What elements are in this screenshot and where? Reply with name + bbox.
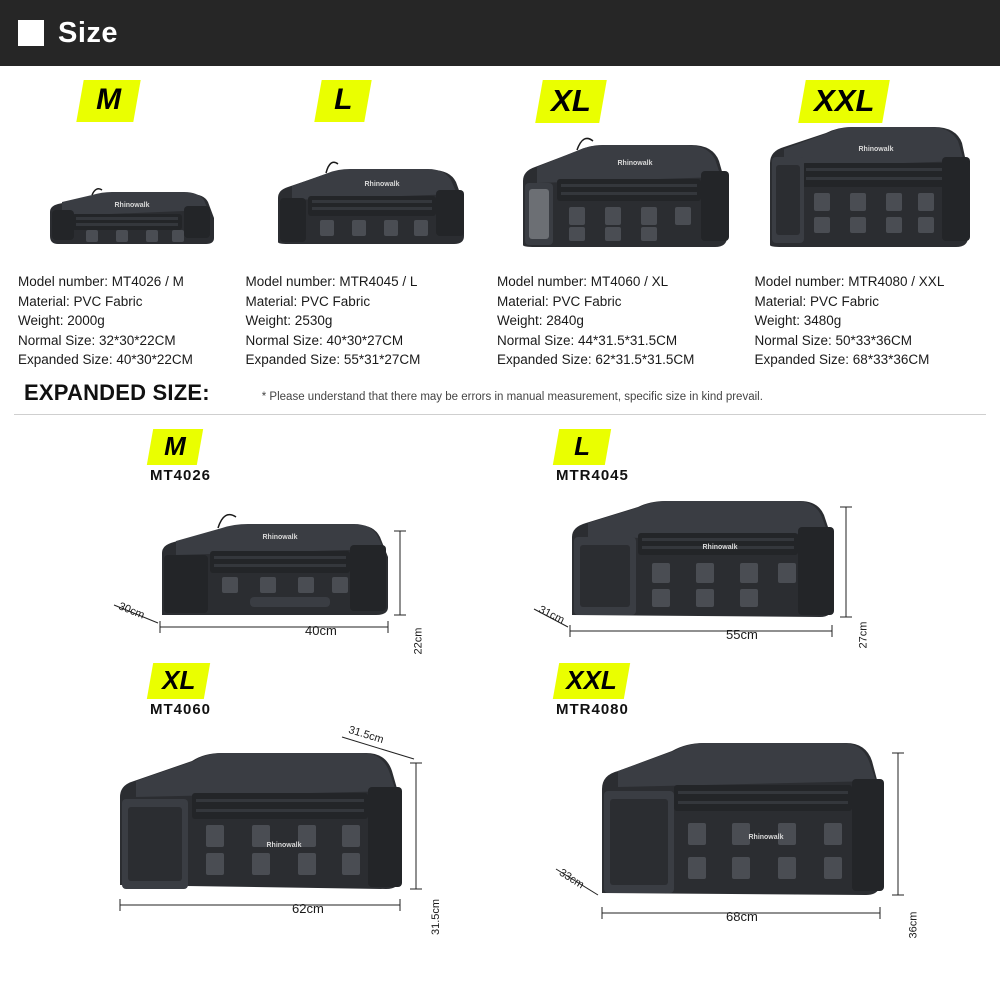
dim-height-xl: 31.5cm (430, 898, 443, 935)
expanded-bag-m (100, 495, 425, 655)
dim-height-l: 27cm (857, 621, 870, 648)
expanded-size-flag-xxl-label: XXL (566, 664, 617, 695)
page-title: Size (58, 16, 119, 49)
spec-weight-m: Weight: 2000g (18, 313, 105, 328)
svg-text:Rhinowalk: Rhinowalk (262, 533, 298, 541)
expanded-size-flag-l-label: L (574, 430, 591, 461)
spec-normal-size-xxl: Normal Size: 50*33*36CM (754, 332, 913, 348)
size-flag-xxl-wrap (754, 80, 982, 122)
size-flag-l (314, 80, 372, 122)
page-header (0, 0, 1000, 66)
size-flag-m-label: M (96, 83, 122, 116)
expanded-size-flag-xxl (553, 663, 630, 699)
dim-depth-m: 30cm (116, 599, 147, 622)
spec-model-xl: Model number: MT4060 / XL (497, 274, 669, 289)
svg-text:Rhinowalk: Rhinowalk (858, 146, 894, 153)
dim-depth-xl: 31.5cm (347, 723, 386, 746)
bag-illustration-xxl (756, 117, 981, 272)
spec-weight-xxl: Weight: 3480g (754, 313, 842, 328)
specs-l (246, 272, 497, 370)
white-square-icon (18, 20, 44, 46)
expanded-item-m-header (150, 429, 211, 484)
spec-weight-xl: Weight: 2840g (497, 313, 584, 328)
dim-height-m: 22cm (412, 627, 425, 654)
expanded-item-xxl-header (556, 663, 629, 718)
size-flag-l-wrap (246, 80, 497, 122)
bag-image-l (246, 122, 497, 272)
product-card-xl (497, 80, 754, 370)
size-flag-xl-label: XL (551, 83, 591, 118)
measurement-note: * Please understand that there may be errors in manual measurement, specific size in kind prevail. (261, 390, 763, 403)
bag-image-xxl (754, 122, 982, 272)
bag-illustration-expanded-xl (80, 727, 460, 937)
expanded-code-xxl: MTR4080 (556, 700, 629, 718)
product-card-m (18, 80, 246, 370)
expanded-size-flag-xl-label: XL (162, 664, 196, 695)
spec-normal-size-m: Normal Size: 32*30*22CM (18, 332, 176, 348)
bag-image-m (18, 122, 246, 272)
spec-expanded-size-xl: Expanded Size: 62*31.5*31.5CM (497, 352, 695, 367)
expanded-item-l-header (556, 429, 629, 484)
expanded-size-flag-m-label: M (164, 430, 186, 461)
spec-material-xxl: Material: PVC Fabric (754, 293, 880, 309)
bag-illustration-m (32, 162, 232, 272)
expanded-size-title: EXPANDED SIZE: (24, 379, 210, 405)
dim-depth-xxl: 33cm (556, 866, 587, 891)
size-flag-m-wrap (18, 80, 246, 122)
svg-text:Rhinowalk: Rhinowalk (748, 833, 784, 841)
bag-illustration-expanded-l (530, 489, 870, 659)
spec-weight-l: Weight: 2530g (245, 313, 333, 328)
expanded-code-m: MT4026 (150, 466, 212, 484)
spec-model-m: Model number: MT4026 / M (18, 274, 184, 289)
expanded-size-flag-l (553, 429, 611, 465)
dim-width-l: 55cm (726, 626, 758, 642)
spec-material-m: Material: PVC Fabric (18, 293, 143, 309)
expanded-size-flag-xl (147, 663, 211, 699)
spec-model-xxl: Model number: MTR4080 / XXL (754, 274, 945, 289)
spec-expanded-size-xxl: Expanded Size: 68*33*36CM (754, 352, 930, 367)
expanded-bag-xxl (540, 723, 940, 943)
spec-expanded-size-m: Expanded Size: 40*30*22CM (18, 352, 193, 367)
spec-material-l: Material: PVC Fabric (245, 293, 371, 309)
dim-width-xxl: 68cm (726, 908, 758, 924)
dim-width-m: 40cm (305, 622, 337, 638)
svg-text:Rhinowalk: Rhinowalk (617, 160, 653, 167)
specs-xxl (754, 272, 982, 370)
svg-text:Rhinowalk: Rhinowalk (364, 181, 400, 188)
size-flag-xl-wrap (497, 80, 754, 122)
specs-xl (497, 272, 754, 370)
product-spec-row (0, 66, 1000, 370)
spec-normal-size-xl: Normal Size: 44*31.5*31.5CM (497, 332, 678, 348)
bag-image-xl (497, 122, 754, 272)
expanded-bag-l (530, 489, 870, 659)
dim-width-xl: 62cm (292, 900, 324, 916)
expanded-item-xl-header (150, 663, 211, 718)
expanded-code-xl: MT4060 (150, 700, 212, 718)
product-card-l (246, 80, 497, 370)
expanded-size-flag-m (147, 429, 203, 465)
bag-illustration-l (264, 142, 479, 272)
spec-normal-size-l: Normal Size: 40*30*27CM (245, 332, 404, 348)
size-flag-xl (535, 80, 606, 123)
expanded-size-band (0, 370, 1000, 410)
dim-height-xxl: 36cm (907, 911, 920, 938)
bag-illustration-expanded-m (100, 495, 420, 655)
size-flag-m (76, 80, 140, 122)
spec-model-l: Model number: MTR4045 / L (245, 274, 418, 289)
svg-text:Rhinowalk: Rhinowalk (702, 543, 738, 551)
bag-illustration-xl (511, 127, 741, 272)
size-flag-xxl (799, 80, 891, 123)
spec-material-xl: Material: PVC Fabric (497, 293, 622, 309)
expanded-code-l: MTR4045 (556, 466, 629, 484)
svg-text:Rhinowalk: Rhinowalk (114, 202, 150, 209)
spec-expanded-size-l: Expanded Size: 55*31*27CM (245, 352, 421, 367)
svg-text:Rhinowalk: Rhinowalk (266, 841, 302, 849)
product-card-xxl (754, 80, 982, 370)
expanded-bag-xl (80, 723, 460, 937)
expanded-size-grid (0, 415, 1000, 955)
specs-m (18, 272, 246, 370)
size-flag-xxl-label: XXL (814, 83, 875, 118)
size-flag-l-label: L (333, 83, 353, 116)
dim-depth-l: 31cm (536, 603, 567, 626)
